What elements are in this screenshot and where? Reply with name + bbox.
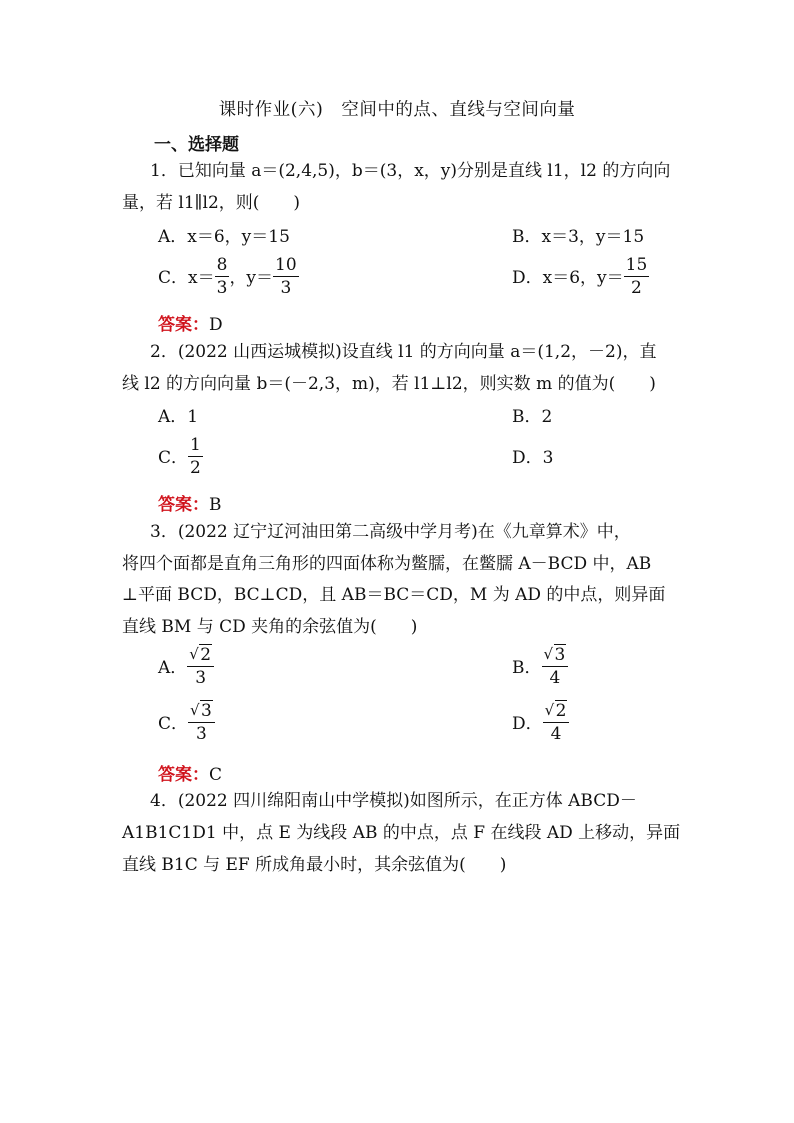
q3-option-d-frac: √ 2 4	[543, 700, 570, 745]
q1-answer-label: 答案：	[158, 315, 209, 335]
q3-stem-line2: 将四个面都是直角三角形的四面体称为鳖臑，在鳖臑 A－BCD 中，AB	[122, 554, 652, 574]
q3-option-b-prefix: B．	[512, 658, 542, 678]
q2-answer-value: B	[209, 495, 222, 515]
q1-option-d-prefix: D．x＝6，y＝	[512, 268, 624, 288]
q2-stem-line2: 线 l2 的方向向量 b＝(－2,3，m)，若 l1⊥l2，则实数 m 的值为( )	[122, 374, 656, 394]
q2-answer-label: 答案：	[158, 495, 209, 515]
q3-answer	[158, 760, 222, 785]
q1-option-c-prefix: C．x＝	[158, 268, 215, 288]
q1-option-a: A．x＝6，y＝15	[158, 227, 290, 247]
q2-option-a: A．1	[158, 407, 199, 427]
q2-option-d: D．3	[512, 448, 554, 468]
q3-option-d-prefix: D．	[512, 714, 543, 734]
q1-option-d	[512, 256, 649, 301]
q1-option-b: B．x＝3，y＝15	[512, 227, 645, 247]
q1-answer-value: D	[209, 315, 223, 335]
q3-option-c-frac: √ 3 3	[188, 700, 215, 745]
q2-option-c-frac: $\frac{1}{2}$	[190, 435, 201, 478]
q3-option-d	[512, 702, 569, 747]
q1-option-c	[158, 256, 299, 301]
section-heading: 一、选择题	[154, 135, 239, 155]
q3-stem-line1: 3．(2022 辽宁辽河油田第二高级中学月考)在《九章算术》中，	[150, 522, 631, 542]
q2-option-b: B．2	[512, 407, 553, 427]
q2-option-c	[158, 436, 203, 481]
q3-option-c-prefix: C．	[158, 714, 189, 734]
q3-answer-label: 答案：	[158, 765, 209, 785]
q3-option-b-frac: √ 3 4	[542, 644, 569, 689]
q4-stem-line1: 4．(2022 四川绵阳南山中学模拟)如图所示，在正方体 ABCD－	[150, 791, 637, 811]
q2-option-c-prefix: C．	[158, 448, 189, 468]
q3-option-c	[158, 702, 215, 747]
q3-answer-value: C	[209, 765, 223, 785]
q4-stem-line3: 直线 B1C 与 EF 所成角最小时，其余弦值为( )	[122, 855, 507, 875]
q3-option-a-frac: √ 2 3	[187, 644, 214, 689]
q1-option-c-frac2: $\frac{10}{3}$	[275, 255, 297, 298]
q1-option-d-frac: $\frac{15}{2}$	[625, 255, 648, 298]
q1-stem-line1: 1．已知向量 a＝(2,4,5)，b＝(3，x，y)分别是直线 l1，l2 的方向向	[150, 161, 671, 181]
q1-option-c-mid: ，y＝	[229, 268, 274, 288]
q3-stem-line4: 直线 BM 与 CD 夹角的余弦值为( )	[122, 617, 418, 637]
q3-stem-line3: ⊥平面 BCD，BC⊥CD，且 AB＝BC＝CD，M 为 AD 的中点，则异面	[122, 585, 666, 605]
q2-answer	[158, 490, 222, 515]
q3-option-a-prefix: A．	[158, 658, 188, 678]
q3-option-a	[158, 646, 214, 691]
q1-option-c-frac1: $\frac{8}{3}$	[216, 255, 228, 298]
q1-stem-line2: 量，若 l1∥l2，则( )	[122, 193, 301, 213]
q1-answer	[158, 310, 223, 335]
q4-stem-line2: A1B1C1D1 中，点 E 为线段 AB 的中点，点 F 在线段 AD 上移动，异面	[122, 823, 681, 843]
q2-stem-line1: 2．(2022 山西运城模拟)设直线 l1 的方向向量 a＝(1,2，－2)，直	[150, 342, 657, 362]
page-title: 课时作业(六) 空间中的点、直线与空间向量	[218, 100, 576, 120]
q3-option-b	[512, 646, 568, 691]
